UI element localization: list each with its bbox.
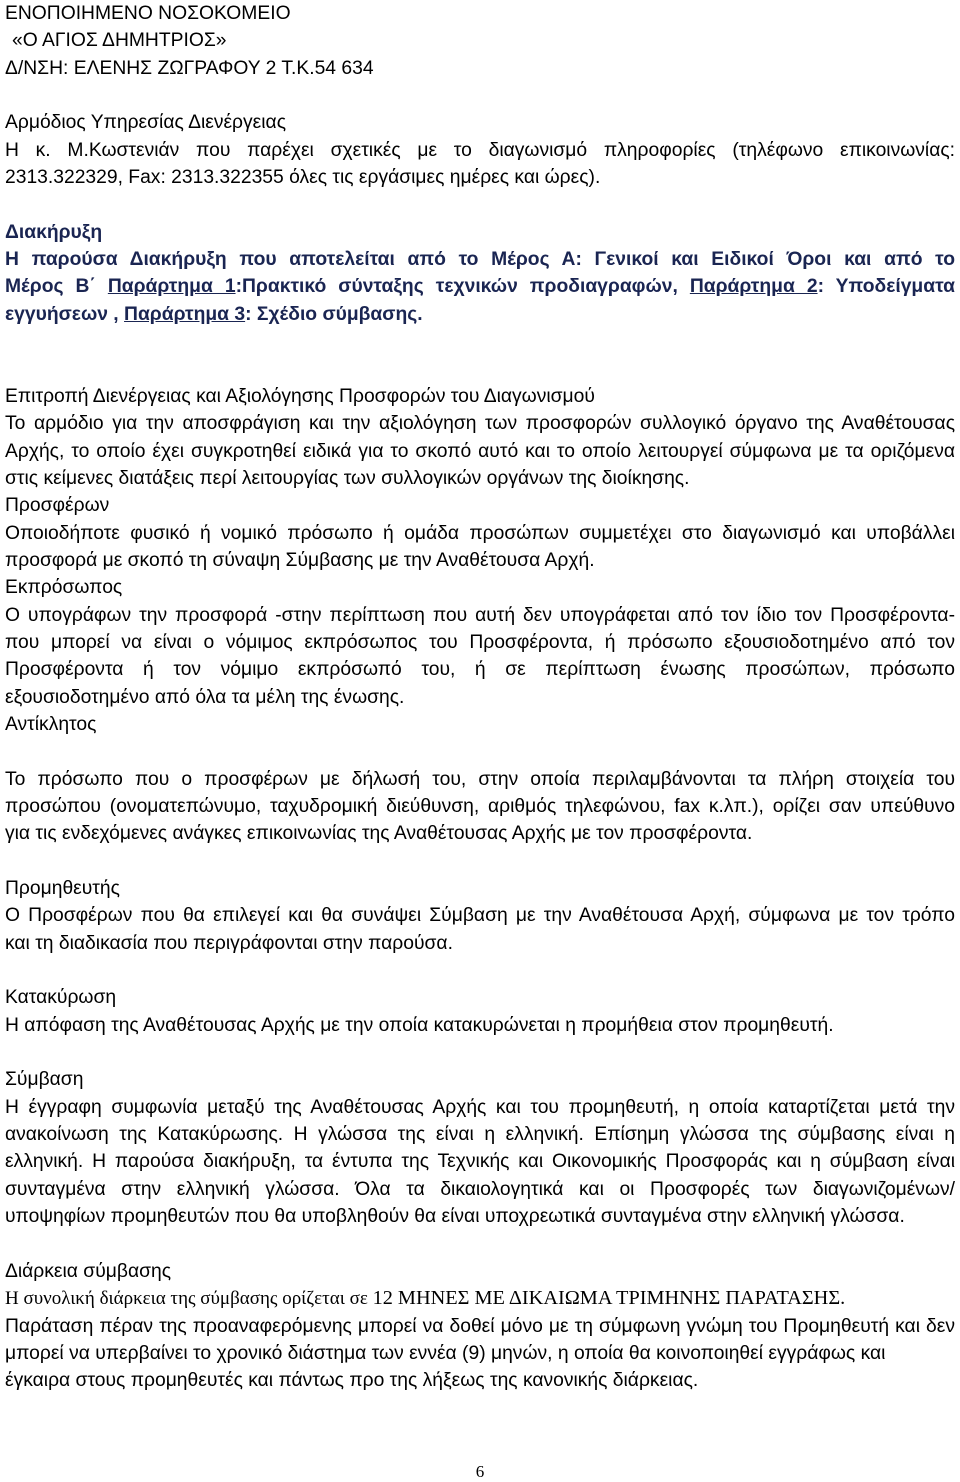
declaration-annex-line bbox=[5, 273, 955, 300]
supplier-line: Ο Προσφέρων που θα επιλεγεί και θα συνάψει Σύμβαση με την Αναθέτουσα Αρχή, σύμφωνα με τον τρόπο bbox=[5, 905, 955, 927]
agent-line: προσώπου (ονοματεπώνυμο, ταχυδρομική διεύθυνση, αριθμός τηλεφώνου, fax κ.λπ.), ορίζει σαν υπεύθυνο bbox=[5, 795, 955, 817]
blank-line bbox=[5, 82, 955, 109]
contact-line: 2313.322329, Fax: 2313.322355 όλες τις εργάσιμες ημέρες και ώρες). bbox=[5, 167, 601, 189]
annex-1-label: Παράρτημα 1 bbox=[107, 276, 236, 298]
blank-line bbox=[5, 1230, 955, 1257]
committee-line: Το αρμόδιο για την αποσφράγιση και την αξιολόγηση των προσφορών συλλογικό όργανο της Αναθέτουσας bbox=[5, 413, 955, 435]
blank-line bbox=[5, 355, 955, 382]
representative-line: που μπορεί να είναι ο νόμιμος εκπρόσωπος του Προσφέροντα, ή πρόσωπο εξουσιοδοτημένο από τον bbox=[5, 631, 955, 653]
award-title: Κατακύρωση bbox=[5, 987, 117, 1009]
duration-term-text: Η συνολική διάρκεια της σύμβασης ορίζεται σε bbox=[5, 1288, 373, 1310]
annex-2-text: εγγυήσεων , bbox=[5, 303, 125, 325]
declaration-annex-line bbox=[5, 301, 955, 328]
annex-2-label: Παράρτημα 2 bbox=[689, 276, 818, 298]
representative-line: Ο υπογράφων την προσφορά -στην περίπτωση που αυτή δεν υπογράφεται από τον ίδιο τον Προσφέροντα- bbox=[5, 604, 955, 626]
declaration-title: Διακήρυξη bbox=[5, 221, 103, 243]
contract-line: υποψηφίων προμηθευτών που θα υποβληθούν θα είναι υποχρεωτικά συνταγμένα στην ελληνική γλώσσα. bbox=[5, 1206, 905, 1228]
blank-line bbox=[5, 1039, 955, 1066]
duration-term-line bbox=[5, 1285, 955, 1312]
committee-line: Αρχής, το οποίο έχει συγκροτηθεί ειδικά για το σκοπό αυτό και το οποίο λειτουργεί σύμφωνα με τα οριζόμενα bbox=[5, 440, 955, 462]
contact-title: Αρμόδιος Υπηρεσίας Διενέργειας bbox=[5, 112, 286, 134]
annex-3-label: Παράρτημα 3 bbox=[124, 303, 246, 325]
committee-line: στις κείμενες διατάξεις περί λειτουργίας των συλλογικών οργάνων της διοίκησης. bbox=[5, 467, 690, 489]
annex-2-text: : Υποδείγματα bbox=[817, 276, 955, 298]
blank-line bbox=[5, 191, 955, 218]
bidder-line: προσφορά με σκοπό τη σύναψη Σύμβασης με την Αναθέτουσα Αρχή. bbox=[5, 549, 595, 571]
contact-line: Η κ. Μ.Κωστενιάν που παρέχει σχετικές με το διαγωνισμό πληροφορίες (τηλέφωνο επικοινωνίας: bbox=[5, 139, 955, 161]
bidder-title: Προσφέρων bbox=[5, 495, 110, 517]
annex-3-text: : Σχέδιο σύμβασης. bbox=[245, 303, 423, 325]
hospital-name: «Ο ΑΓΙΟΣ ΔΗΜΗΤΡΙΟΣ» bbox=[12, 30, 227, 52]
contract-line: ανακοίνωση της Κατακύρωσης. Η γλώσσα της είναι η ελληνική. Επίσημη γλώσσα της σύμβασης είναι η bbox=[5, 1124, 955, 1146]
declaration-intro: Η παρούσα Διακήρυξη που αποτελείται από το Μέρος Α: Γενικοί και Ειδικοί Όροι και από το bbox=[5, 249, 955, 271]
duration-title: Διάρκεια σύμβασης bbox=[5, 1260, 172, 1282]
contract-line: συνταγμένα στην ελληνική γλώσσα. Όλα τα δικαιολογητικά και οι Προσφορές των διαγωνιζομένων/ bbox=[5, 1178, 955, 1200]
contract-line: Η έγγραφη συμφωνία μεταξύ της Αναθέτουσας Αρχής και του προμηθευτή, η οποία καταρτίζεται μετά την bbox=[5, 1096, 955, 1118]
blank-line bbox=[5, 848, 955, 875]
hospital-address: Δ/ΝΣΗ: ΕΛΕΝΗΣ ΖΩΓΡΑΦΟΥ 2 Τ.Κ.54 634 bbox=[5, 57, 374, 79]
duration-line: μπορεί να υπερβαίνει το χρονικό διάστημα των εννέα (9) μηνών, η οποία θα κοινοποιηθεί εγγράφως και bbox=[5, 1342, 886, 1364]
contract-line: ελληνική. Η παρούσα διακήρυξη, τα έντυπα της Τεχνικής και Οικονομικής Προσφοράς και η σύμβαση είναι bbox=[5, 1151, 955, 1173]
agent-title: Αντίκλητος bbox=[5, 713, 97, 735]
annex-1-text: :Πρακτικό σύνταξης τεχνικών προδιαγραφών, bbox=[235, 276, 690, 298]
duration-term-value: 12 ΜΗΝΕΣ ΜΕ ΔΙΚΑΙΩΜΑ ΤΡΙΜΗΝΗΣ ΠΑΡΑΤΑΣΗΣ. bbox=[372, 1287, 846, 1310]
representative-line: Προσφέροντα ή τον νόμιμο εκπρόσωπό του, ή σε περίπτωση ένωσης προσώπων, πρόσωπο bbox=[5, 659, 955, 681]
duration-line: Παράταση πέραν της προαναφερόμενης μπορεί να δοθεί μόνο με τη σύμφωνη γνώμη του Προμηθευτή και δεν bbox=[5, 1315, 955, 1337]
representative-line: εξουσιοδοτημένο από όλα τα μέλη της ένωσης. bbox=[5, 686, 405, 708]
committee-title: Επιτροπή Διενέργειας και Αξιολόγησης Προσφορών του Διαγωνισμού bbox=[5, 385, 595, 407]
agent-line: για τις ενδεχόμενες ανάγκες επικοινωνίας της Αναθέτουσας Αρχής με τον προσφέροντα. bbox=[5, 823, 753, 845]
award-line: Η απόφαση της Αναθέτουσας Αρχής με την οποία κατακυρώνεται η προμήθεια στον προμηθευτή. bbox=[5, 1014, 834, 1036]
hospital-title: ΕΝΟΠΟΙΗΜΕΝΟ ΝΟΣΟΚΟΜΕΙΟ bbox=[5, 3, 291, 24]
blank-line bbox=[5, 328, 955, 355]
contract-title: Σύμβαση bbox=[5, 1069, 84, 1091]
blank-line bbox=[5, 957, 955, 984]
supplier-line: και τη διαδικασία που περιγράφονται στην παρούσα. bbox=[5, 932, 453, 954]
blank-line bbox=[5, 738, 955, 765]
agent-line: Το πρόσωπο που ο προσφέρων με δήλωσή του, στην οποία περιλαμβάνονται τα πλήρη στοιχεία του bbox=[5, 768, 955, 790]
supplier-title: Προμηθευτής bbox=[5, 878, 120, 899]
bidder-line: Οποιοδήποτε φυσικό ή νομικό πρόσωπο ή ομάδα προσώπων συμμετέχει στο διαγωνισμό και υποβάλλει bbox=[5, 522, 955, 544]
declaration-part-b: Μέρος Β΄ bbox=[5, 276, 108, 298]
page-number: 6 bbox=[475, 1462, 485, 1481]
representative-title: Εκπρόσωπος bbox=[5, 577, 123, 599]
duration-line: έγκαιρα στους προμηθευτές και πάντως προ της λήξεως της κανονικής διάρκειας. bbox=[5, 1370, 699, 1392]
page-content bbox=[5, 0, 955, 1395]
